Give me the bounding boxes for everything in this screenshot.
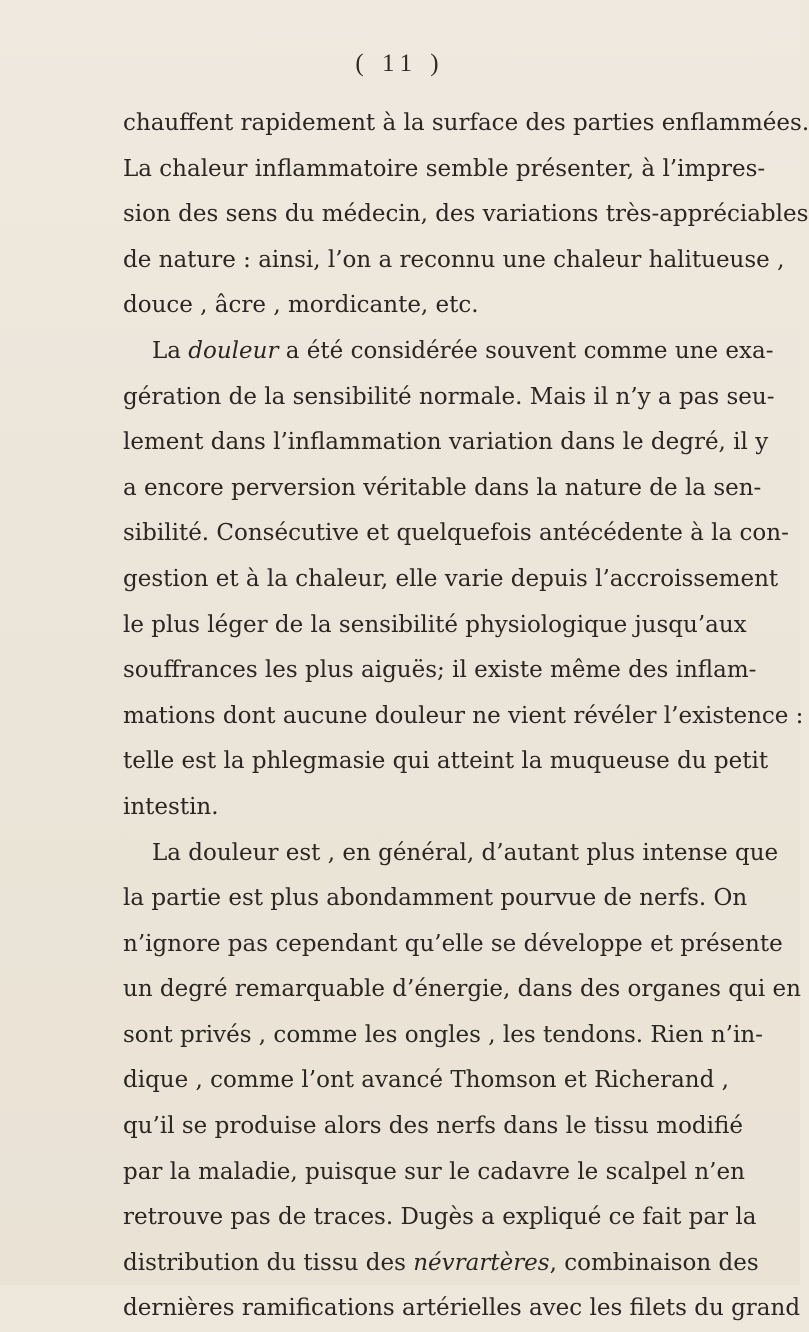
text-segment: , combinaison des: [549, 1249, 759, 1276]
text-line: telle est la phlegmasie qui atteint la muqueuse du petit: [123, 748, 769, 775]
text-line: sibilité. Consécutive et quelquefois antécédente à la con-: [123, 520, 789, 547]
text-line: lement dans l’inflammation variation dans le degré, il y: [123, 429, 769, 456]
text-line: sion des sens du médecin, des variations très-appréciables: [123, 201, 809, 228]
text-line: sont privés , comme les ongles , les tendons. Rien n’in-: [123, 1021, 763, 1048]
emphasis-nevrarteres: névrartères: [413, 1249, 550, 1276]
text-line: gération de la sensibilité normale. Mais il n’y a pas seu-: [123, 383, 775, 410]
text-segment: a été considérée souvent comme une exa-: [278, 337, 774, 364]
text-line: par la maladie, puisque sur le cadavre le scalpel n’en: [123, 1158, 745, 1185]
text-line: La chaleur inflammatoire semble présenter, à l’impres-: [123, 155, 766, 182]
text-line: n’ignore pas cependant qu’elle se développe et présente: [123, 930, 783, 957]
text-line: un degré remarquable d’énergie, dans des organes qui en: [123, 976, 801, 1003]
text-line: chauffent rapidement à la surface des parties enflammées.: [123, 110, 809, 136]
text-line: de nature : ainsi, l’on a reconnu une chaleur halitueuse ,: [123, 246, 785, 273]
text-line: a encore perversion véritable dans la nature de la sen-: [123, 474, 762, 501]
page-number: ( 11 ): [355, 50, 445, 77]
body-text: [123, 101, 809, 1332]
emphasis-douleur: douleur: [188, 337, 279, 364]
text-line: intestin.: [123, 793, 219, 820]
text-line: dernières ramifications artérielles avec les filets du grand: [123, 1295, 801, 1322]
text-line: qu’il se produise alors des nerfs dans le tissu modifié: [123, 1113, 743, 1140]
text-line: mations dont aucune douleur ne vient révéler l’existence :: [123, 702, 804, 729]
text-line: La douleur est , en général, d’autant plus intense que: [152, 839, 779, 866]
text-line: le plus léger de la sensibilité physiologique jusqu’aux: [123, 611, 747, 638]
text-line-with-emphasis: [123, 329, 774, 375]
text-segment: La: [152, 337, 189, 364]
text-line: douce , âcre , mordicante, etc.: [123, 292, 479, 319]
text-segment: distribution du tissu des: [123, 1249, 414, 1276]
text-line: retrouve pas de traces. Dugès a expliqué ce fait par la: [123, 1204, 757, 1231]
text-line: gestion et à la chaleur, elle varie depuis l’accroissement: [123, 565, 779, 592]
text-line: souffrances les plus aiguës; il existe même des inflam-: [123, 657, 757, 684]
text-line-with-emphasis: [123, 1241, 759, 1287]
text-line: la partie est plus abondamment pourvue de nerfs. On: [123, 885, 748, 912]
text-line: dique , comme l’ont avancé Thomson et Richerand ,: [123, 1067, 729, 1094]
